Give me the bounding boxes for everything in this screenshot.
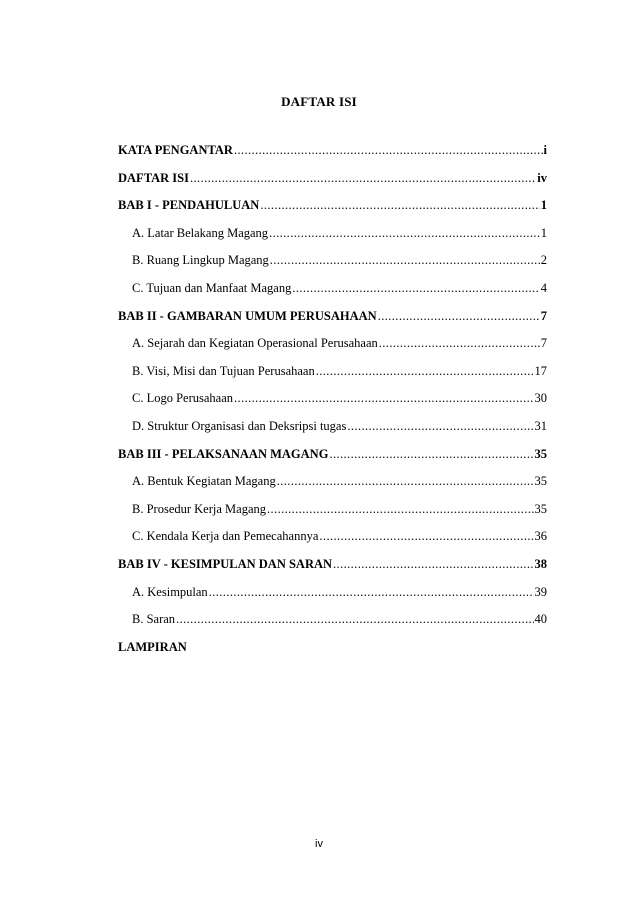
toc-entry-page: 35 — [534, 446, 547, 461]
toc-entry-page: 17 — [534, 363, 547, 378]
toc-entry-page: 38 — [534, 556, 547, 571]
toc-entry-label: A. Bentuk Kegiatan Magang — [132, 474, 276, 489]
toc-entry-label: A. Kesimpulan — [132, 584, 208, 599]
toc-entry-page: 2 — [540, 253, 547, 268]
toc-entry — [118, 612, 547, 640]
toc-entry — [118, 309, 547, 337]
toc-entry-page: 35 — [534, 474, 547, 489]
toc-entry — [118, 640, 547, 668]
toc-entry — [118, 143, 547, 171]
toc-entry — [118, 281, 547, 309]
toc-entry-page: 7 — [540, 336, 547, 351]
toc-leader-dots — [319, 529, 533, 544]
toc-entry — [118, 474, 547, 502]
toc-leader-dots — [269, 226, 540, 241]
toc-leader-dots — [176, 612, 533, 627]
toc-leader-dots — [209, 585, 534, 600]
table-of-contents — [118, 143, 547, 667]
toc-entry-page: 30 — [534, 391, 547, 406]
toc-entry — [118, 585, 547, 613]
toc-entry-page: 35 — [534, 501, 547, 516]
toc-entry-label: A. Sejarah dan Kegiatan Operasional Perusahaan — [132, 336, 378, 351]
toc-entry — [118, 419, 547, 447]
toc-entry-label: B. Prosedur Kerja Magang — [132, 501, 266, 516]
toc-entry-label: B. Saran — [132, 612, 176, 627]
toc-entry-page: i — [543, 143, 547, 157]
toc-leader-dots — [316, 364, 534, 379]
toc-entry-label: B. Ruang Lingkup Magang — [132, 253, 269, 268]
toc-leader-dots — [270, 253, 540, 268]
toc-entry — [118, 226, 547, 254]
toc-entry-label: C. Logo Perusahaan — [132, 391, 234, 406]
toc-entry-page: iv — [537, 170, 547, 185]
toc-leader-dots — [267, 502, 534, 517]
toc-entry — [118, 391, 547, 419]
toc-entry-label: C. Kendala Kerja dan Pemecahannya — [132, 529, 319, 544]
toc-entry-label: LAMPIRAN — [118, 639, 187, 654]
toc-leader-dots — [292, 281, 539, 296]
toc-entry-label: DAFTAR ISI — [118, 170, 189, 185]
toc-leader-dots — [378, 309, 540, 324]
toc-entry — [118, 364, 547, 392]
toc-leader-dots — [329, 447, 533, 462]
toc-entry-label: B. Visi, Misi dan Tujuan Perusahaan — [132, 363, 315, 378]
toc-entry-label: BAB I - PENDAHULUAN — [118, 198, 260, 213]
toc-entry-page: 4 — [540, 280, 547, 295]
toc-entry-label: BAB IV - KESIMPULAN DAN SARAN — [118, 556, 333, 571]
toc-leader-dots — [260, 198, 539, 213]
toc-leader-dots — [379, 336, 540, 351]
toc-leader-dots — [333, 557, 533, 572]
toc-leader-dots — [190, 171, 536, 186]
toc-entry — [118, 336, 547, 364]
toc-entry-page: 1 — [540, 225, 547, 240]
toc-entry-label: A. Latar Belakang Magang — [132, 225, 269, 240]
toc-entry — [118, 502, 547, 530]
toc-entry — [118, 447, 547, 475]
toc-entry-label: C. Tujuan dan Manfaat Magang — [132, 280, 292, 295]
toc-leader-dots — [234, 391, 533, 406]
toc-entry — [118, 171, 547, 199]
toc-entry — [118, 529, 547, 557]
toc-entry-page: 36 — [534, 529, 547, 544]
toc-entry-page: 7 — [540, 308, 547, 323]
toc-entry-label: BAB III - PELAKSANAAN MAGANG — [118, 446, 329, 461]
toc-entry-label: D. Struktur Organisasi dan Deksripsi tugas — [132, 418, 347, 433]
toc-entry — [118, 557, 547, 585]
toc-entry-label: KATA PENGANTAR — [118, 143, 233, 157]
toc-entry-label: BAB II - GAMBARAN UMUM PERUSAHAAN — [118, 308, 377, 323]
toc-leader-dots — [234, 143, 543, 158]
toc-entry-page: 40 — [534, 612, 547, 627]
toc-entry-page: 1 — [540, 198, 547, 213]
page-title: DAFTAR ISI — [281, 94, 357, 109]
toc-entry — [118, 198, 547, 226]
toc-leader-dots — [347, 419, 533, 434]
page-number: iv — [315, 838, 323, 850]
toc-leader-dots — [277, 474, 534, 489]
toc-entry-page: 31 — [534, 418, 547, 433]
toc-entry-page: 39 — [534, 584, 547, 599]
toc-entry — [118, 253, 547, 281]
